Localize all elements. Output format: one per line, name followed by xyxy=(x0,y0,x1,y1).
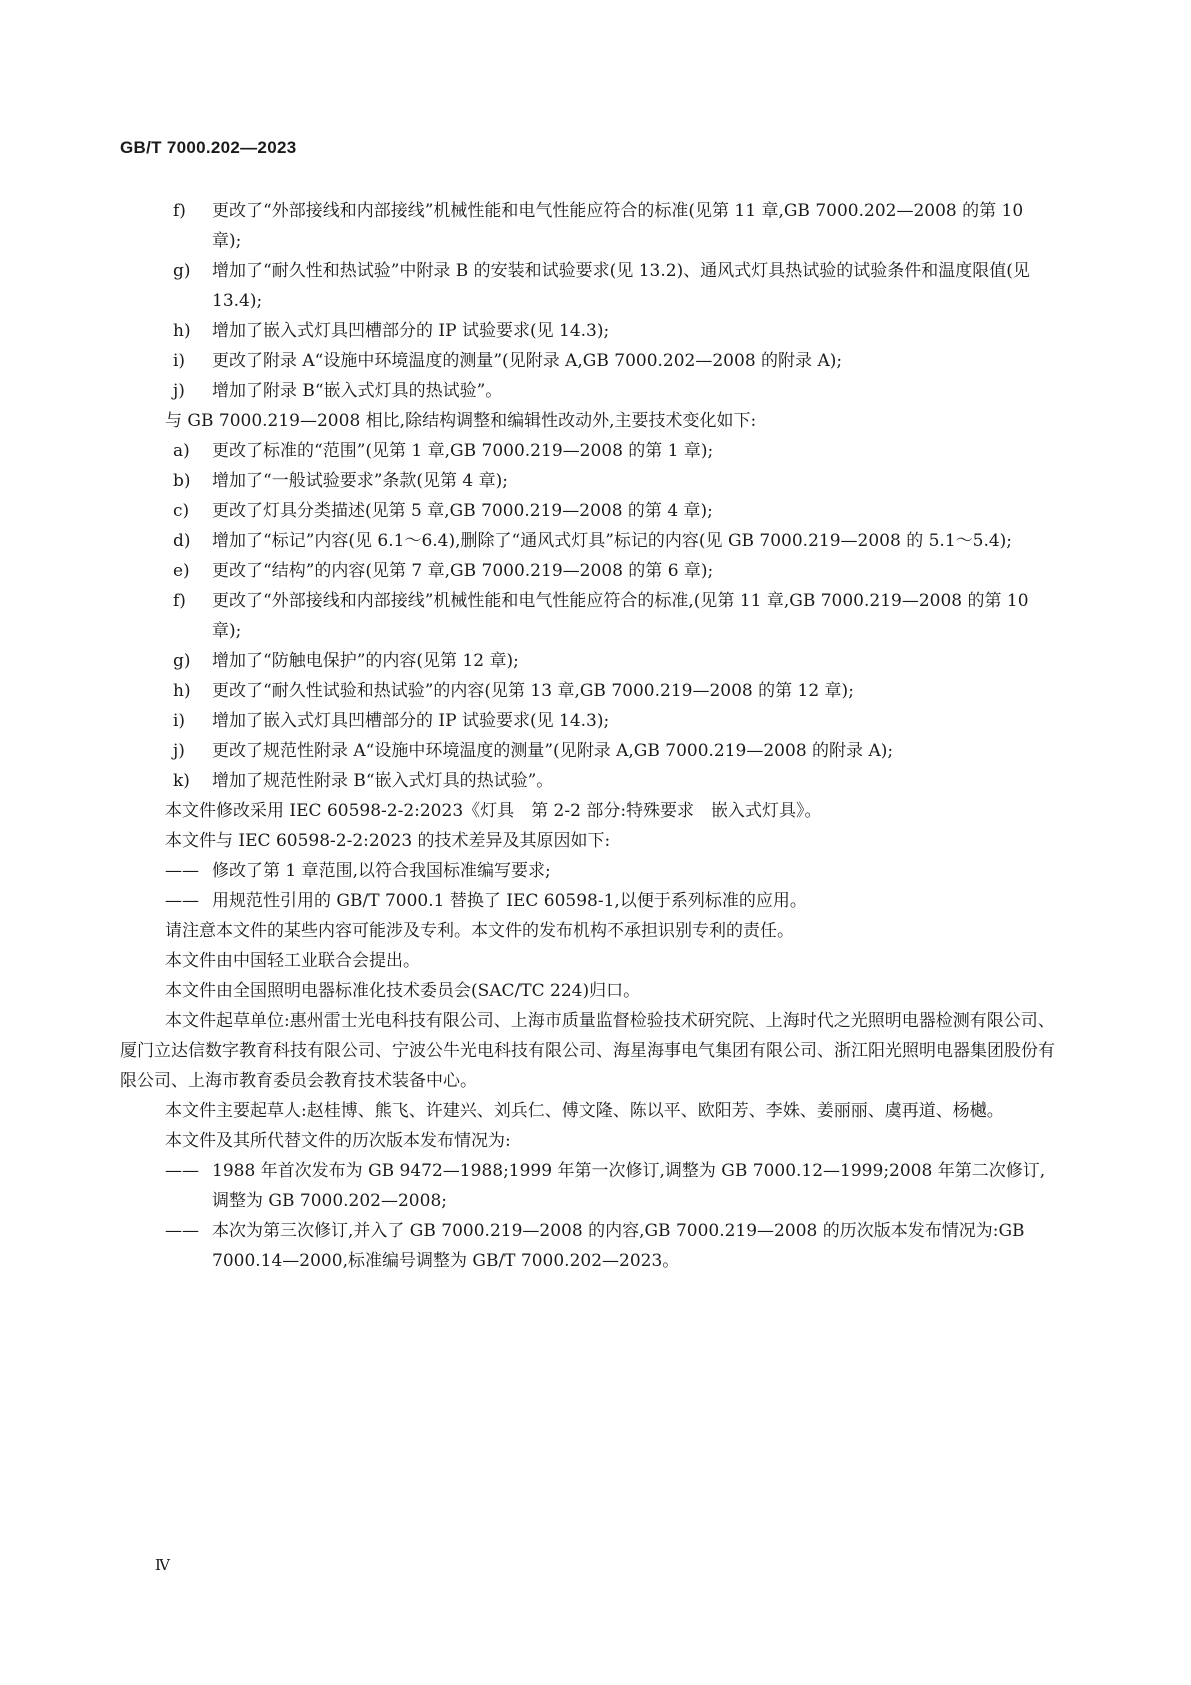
item-label: b) xyxy=(173,471,191,491)
item-label: j) xyxy=(173,381,185,401)
dash-label: —— xyxy=(165,861,199,881)
list-item xyxy=(165,766,1055,796)
list-item xyxy=(165,646,1055,676)
difference-intro: 本文件与 IEC 60598-2-2:2023 的技术差异及其原因如下: xyxy=(165,831,611,851)
dash-label: —— xyxy=(165,1161,199,1181)
list-item xyxy=(165,706,1055,736)
item-text: 增加了规范性附录 B“嵌入式灯具的热试验”。 xyxy=(212,771,554,791)
dash-label: —— xyxy=(165,1221,199,1241)
intro-paragraph: 与 GB 7000.219—2008 相比,除结构调整和编辑性改动外,主要技术变化如下: xyxy=(165,411,757,431)
item-label: e) xyxy=(173,561,190,581)
list-item xyxy=(165,526,1055,556)
item-text: 增加了“耐久性和热试验”中附录 B 的安装和试验要求(见 13.2)、通风式灯具热试验的试验条件和温度限值(见 13.4); xyxy=(212,261,1030,311)
history-list xyxy=(165,1156,1055,1276)
item-text: 增加了“标记”内容(见 6.1～6.4),删除了“通风式灯具”标记的内容(见 GB 7000.219—2008 的 5.1～5.4); xyxy=(212,531,1013,551)
list-item xyxy=(165,496,1055,526)
item-text: 更改了“外部接线和内部接线”机械性能和电气性能应符合的标准(见第 11 章,GB 7000.202—2008 的第 10 章); xyxy=(212,201,1024,251)
list-item xyxy=(165,736,1055,766)
item-label: d) xyxy=(173,531,191,551)
item-text: 更改了标准的“范围”(见第 1 章,GB 7000.219—2008 的第 1 章); xyxy=(212,441,714,461)
page-number: Ⅳ xyxy=(155,1556,170,1574)
document-body xyxy=(120,196,1055,1276)
proposed-by: 本文件由中国轻工业联合会提出。 xyxy=(165,951,420,971)
dash-label: —— xyxy=(165,891,199,911)
change-list-1 xyxy=(165,196,1055,406)
list-item xyxy=(165,1156,1055,1216)
item-text: 修改了第 1 章范围,以符合我国标准编写要求; xyxy=(212,861,551,881)
drafters: 本文件主要起草人:赵桂博、熊飞、许建兴、刘兵仁、傅文隆、陈以平、欧阳芳、李姝、姜丽丽、虞再道、杨樾。 xyxy=(165,1101,1004,1121)
item-text: 增加了“防触电保护”的内容(见第 12 章); xyxy=(212,651,519,671)
item-text: 更改了“耐久性试验和热试验”的内容(见第 13 章,GB 7000.219—2008 的第 12 章); xyxy=(212,681,854,701)
list-item xyxy=(165,436,1055,466)
item-label: f) xyxy=(173,591,186,611)
item-label: h) xyxy=(173,321,191,341)
list-item xyxy=(165,886,1055,916)
item-label: i) xyxy=(173,351,186,371)
item-label: k) xyxy=(173,771,190,791)
centralized-by: 本文件由全国照明电器标准化技术委员会(SAC/TC 224)归口。 xyxy=(165,981,641,1001)
item-label: g) xyxy=(173,261,191,281)
list-item xyxy=(165,346,1055,376)
item-label: a) xyxy=(173,441,190,461)
item-text: 更改了附录 A“设施中环境温度的测量”(见附录 A,GB 7000.202—2008 的附录 A); xyxy=(212,351,843,371)
list-item xyxy=(165,556,1055,586)
patent-notice: 请注意本文件的某些内容可能涉及专利。本文件的发布机构不承担识别专利的责任。 xyxy=(165,921,794,941)
item-label: c) xyxy=(173,501,190,521)
item-label: i) xyxy=(173,711,186,731)
list-item xyxy=(165,196,1055,256)
item-label: j) xyxy=(173,741,185,761)
list-item xyxy=(165,316,1055,346)
item-text: 增加了附录 B“嵌入式灯具的热试验”。 xyxy=(212,381,503,401)
list-item xyxy=(165,1216,1055,1276)
list-item xyxy=(165,466,1055,496)
item-text: 更改了“结构”的内容(见第 7 章,GB 7000.219—2008 的第 6 章); xyxy=(212,561,714,581)
document-header: GB/T 7000.202—2023 xyxy=(120,138,297,157)
drafting-units: 本文件起草单位:惠州雷士光电科技有限公司、上海市质量监督检验技术研究院、上海时代之光照明电器检测有限公司、厦门立达信数字教育科技有限公司、宁波公牛光电科技有限公司、海星海事电气集团有限公司、浙江阳光照明电器集团股份有限公司、上海市教育委员会教育技术装备中心。 xyxy=(120,1011,1055,1091)
adoption-statement: 本文件修改采用 IEC 60598-2-2:2023《灯具 第 2-2 部分:特殊要求 嵌入式灯具》。 xyxy=(165,801,822,821)
item-text: 增加了“一般试验要求”条款(见第 4 章); xyxy=(212,471,508,491)
list-item xyxy=(165,586,1055,646)
history-intro: 本文件及其所代替文件的历次版本发布情况为: xyxy=(165,1131,511,1151)
list-item xyxy=(165,676,1055,706)
item-text: 更改了规范性附录 A“设施中环境温度的测量”(见附录 A,GB 7000.219—2008 的附录 A); xyxy=(212,741,894,761)
item-text: 本次为第三次修订,并入了 GB 7000.219—2008 的内容,GB 7000.219—2008 的历次版本发布情况为:GB 7000.14—2000,标准编号调整为 GB/T 7000.202—2023。 xyxy=(212,1221,1025,1271)
item-text: 更改了灯具分类描述(见第 5 章,GB 7000.219—2008 的第 4 章); xyxy=(212,501,713,521)
item-label: f) xyxy=(173,201,186,221)
item-text: 更改了“外部接线和内部接线”机械性能和电气性能应符合的标准,(见第 11 章,GB 7000.219—2008 的第 10 章); xyxy=(212,591,1029,641)
item-label: h) xyxy=(173,681,191,701)
item-text: 增加了嵌入式灯具凹槽部分的 IP 试验要求(见 14.3); xyxy=(212,321,610,341)
item-text: 1988 年首次发布为 GB 9472—1988;1999 年第一次修订,调整为 GB 7000.12—1999;2008 年第二次修订,调整为 GB 7000.202—2008; xyxy=(212,1161,1046,1211)
list-item xyxy=(165,856,1055,886)
list-item xyxy=(165,256,1055,316)
item-text: 用规范性引用的 GB/T 7000.1 替换了 IEC 60598-1,以便于系列标准的应用。 xyxy=(212,891,807,911)
change-list-2 xyxy=(165,436,1055,796)
item-text: 增加了嵌入式灯具凹槽部分的 IP 试验要求(见 14.3); xyxy=(212,711,610,731)
list-item xyxy=(165,376,1055,406)
item-label: g) xyxy=(173,651,191,671)
difference-list xyxy=(165,856,1055,916)
